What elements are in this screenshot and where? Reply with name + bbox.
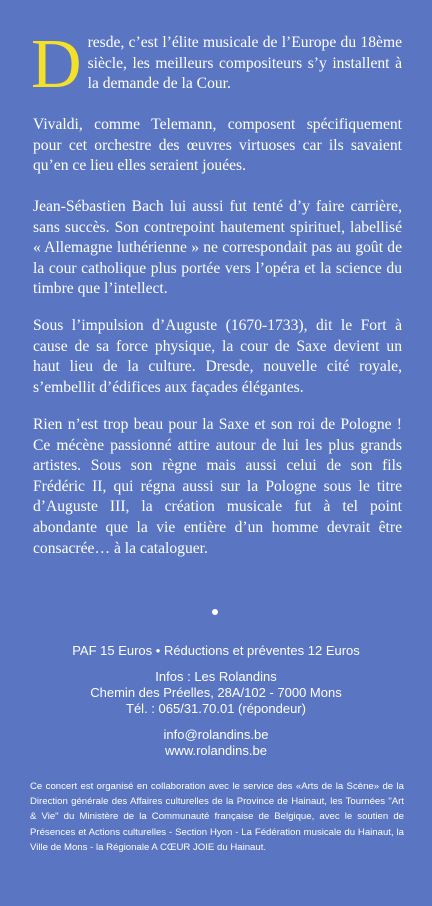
paragraph-intro (31, 26, 402, 103)
infos-address: Chemin des Préelles, 28A/102 - 7000 Mons (90, 685, 342, 700)
price-info: PAF 15 Euros • Réductions et préventes 12 Euros (72, 643, 360, 658)
paragraph-vivaldi: Vivaldi, comme Telemann, composent spécifiquement pour cet orchestre des œuvres virtuoses car ils savaient qu’en ce lieu elles seraient jouées. (33, 116, 402, 175)
paragraph-intro-text: resde, c’est l’élite musicale de l’Europe du 18ème siècle, les meilleurs compositeurs s’y installent à la demande de la Cour. (87, 34, 402, 93)
collaboration-footnote: Ce concert est organisé en collaboration avec le service des «Arts de la Scène» de la Direction générale des Affaires culturelles de la Province de Hainaut, les Tournées "Art & Vie" du Ministère de la Communauté française de Belgique, avec le soutien de Présences et Actions culturelles - Section Hyon - La Fédération musicale du Hainaut, la Ville de Mons - la Régionale A CŒUR JOIE du Hainaut. (30, 781, 404, 853)
website-link[interactable]: www.rolandins.be (165, 743, 267, 758)
separator-bullet (212, 609, 218, 615)
drop-cap: D (31, 26, 82, 103)
paragraph-auguste: Sous l’impulsion d’Auguste (1670-1733), dit le Fort à cause de sa force physique, la cour de Saxe devient un haut lieu de la culture. Dresde, nouvelle cité royale, s’embellit d’édifices aux façades élégantes. (33, 317, 402, 396)
paragraph-bach: Jean-Sébastien Bach lui aussi fut tenté d’y faire carrière, sans succès. Son contrepoint hautement spirituel, labellisé « Allemagne luthérienne » ne correspondait pas au goût de la cour catholique plus portée vers l’opéra et la science du timbre que l’intellect. (33, 198, 402, 298)
infos-title: Infos : Les Rolandins (155, 669, 277, 684)
infos-phone: Tél. : 065/31.70.01 (répondeur) (126, 701, 306, 716)
email-link[interactable]: info@rolandins.be (163, 727, 269, 742)
paragraph-saxe: Rien n’est trop beau pour la Saxe et son roi de Pologne ! Ce mécène passionné attire autour de lui les plus grands artistes. Sous son règne mais aussi celui de son fils Frédéric II, qui régna aussi sur la Pologne sous le titre d’Auguste III, la création musicale fut à tel point abondante que la vie entière d’un homme devrait être consacrée… à la cataloguer. (33, 416, 402, 557)
